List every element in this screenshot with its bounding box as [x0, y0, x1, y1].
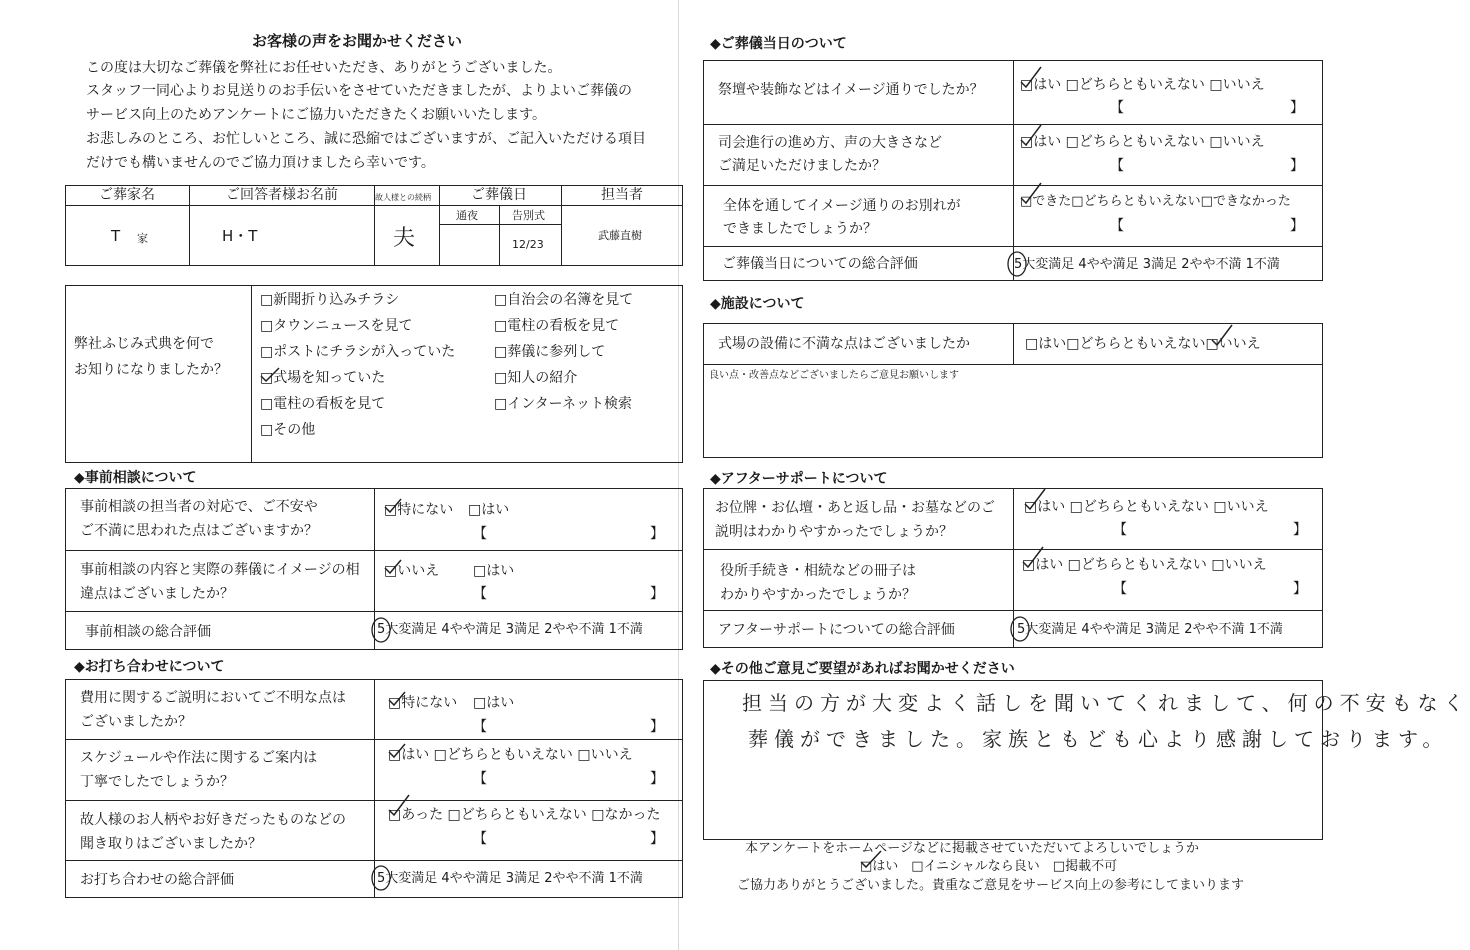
meeting-q1-line2: ございましたか？	[80, 714, 192, 730]
meeting-q2-line1: スケジュールや作法に関するご案内は	[80, 750, 318, 766]
after-a2-options[interactable]: □はい □どちらともいえない □いいえ	[1022, 557, 1267, 573]
checkmark-icon	[1021, 546, 1045, 572]
bracket-close: 】	[1290, 158, 1304, 174]
bracket-open: 【	[1110, 100, 1124, 116]
consult-q1-line1: 事前相談の担当者の対応で、ご不安や	[80, 499, 318, 515]
bracket-open: 【	[1110, 218, 1124, 234]
checkmark-icon	[1210, 324, 1234, 350]
meeting-rating-label: お打ち合わせの総合評価	[80, 872, 234, 888]
checkmark-icon	[859, 850, 883, 872]
bracket-open: 【	[473, 586, 487, 602]
intro-line-5: だけでも構いませんのでご協力頂けましたら幸いです。	[86, 155, 435, 171]
after-rating-scale[interactable]: 5大変満足 4やや満足 3満足 2やや不満 1不満	[1017, 622, 1283, 637]
source-question-2: お知りになりましたか？	[74, 362, 228, 378]
family-suffix: 家	[137, 232, 148, 245]
info-table	[65, 185, 683, 266]
bracket-open: 【	[473, 719, 487, 735]
meeting-a2-options[interactable]: □はい □どちらともいえない □いいえ	[388, 747, 633, 763]
day-q2-line1: 司会進行の進め方、声の大きさなど	[718, 135, 942, 151]
checkmark-icon	[1019, 182, 1043, 208]
source-option[interactable]: □式場を知っていた	[260, 370, 386, 386]
circle-mark-icon	[369, 863, 395, 893]
after-q2-line2: わかりやすかったでしょうか？	[720, 587, 916, 603]
after-q1-line1: お位牌・お仏壇・あと返し品・お墓などのご	[715, 500, 995, 516]
day-heading: ◆ご葬儀当日のついて	[710, 36, 847, 52]
source-option[interactable]: □電柱の看板を見て	[260, 396, 386, 412]
day-a1-options[interactable]: □はい □どちらともいえない □いいえ	[1020, 77, 1265, 93]
handwritten-comment-line-2: 葬儀ができました。家族ともども心より感謝しております。	[748, 727, 1449, 751]
checkmark-icon	[387, 691, 407, 709]
day-q3-line1: 全体を通してイメージ通りのお別れが	[723, 198, 961, 214]
circle-mark-icon	[1005, 249, 1031, 279]
bracket-close: 】	[1293, 581, 1307, 597]
relation-value: 夫	[393, 226, 422, 251]
checkmark-icon	[387, 794, 411, 820]
after-q2-line1: 役所手続き・相続などの冊子は	[720, 563, 916, 579]
facility-q1: 式場の設備に不満な点はございましたか	[718, 336, 970, 352]
consult-rating-label: 事前相談の総合評価	[85, 624, 211, 640]
source-option[interactable]: □葬儀に参列して	[494, 344, 606, 360]
family-name-value: T	[111, 227, 121, 245]
thanks-message: ご協力ありがとうございました。貴重なご意見をサービス向上の参考にしてまいります	[737, 878, 1245, 893]
source-option[interactable]: □インターネット検索	[494, 396, 632, 412]
header-family-name: ご葬家名	[99, 187, 155, 203]
after-rating-label: アフターサポートについての総合評価	[718, 622, 955, 638]
checkmark-icon	[1019, 124, 1043, 150]
header-relation: 故人様との続柄	[375, 193, 431, 202]
source-option[interactable]: □知人の紹介	[494, 370, 578, 386]
bracket-close: 】	[650, 586, 664, 602]
after-q1-line2: 説明はわかりやすかったでしょうか？	[715, 524, 953, 540]
header-respondent: ご回答者様お名前	[226, 187, 338, 203]
header-staff: 担当者	[601, 187, 643, 203]
source-question-1: 弊社ふじみ式典を何で	[74, 336, 214, 352]
checkmark-icon	[1019, 66, 1043, 92]
bracket-open: 【	[473, 831, 487, 847]
meeting-a1-option[interactable]: □特にない	[388, 695, 458, 711]
meeting-q1-line1: 費用に関するご説明においてご不明な点は	[80, 690, 346, 706]
survey-title: お客様の声をお聞かせください	[252, 32, 463, 50]
bracket-close: 】	[650, 771, 664, 787]
intro-line-1: この度は大切なご葬儀を弊社にお任せいただき、ありがとうございました。	[86, 60, 562, 76]
consult-a2-option[interactable]: □はい	[473, 563, 515, 579]
day-q3-line2: できましたでしょうか？	[723, 221, 877, 237]
consult-a2-option[interactable]: □いいえ	[384, 563, 440, 579]
intro-line-4: お悲しみのところ、お忙しいところ、誠に恐縮ではございますが、ご記入いただける項目	[86, 131, 646, 147]
header-wake: 通夜	[456, 209, 478, 222]
meeting-q2-line2: 丁寧でしたでしょうか？	[80, 774, 234, 790]
day-q1: 祭壇や装飾などはイメージ通りでしたか？	[718, 82, 984, 98]
consult-q2-line2: 違点はございましたか？	[80, 586, 234, 602]
checkmark-icon	[387, 743, 407, 761]
publish-question: 本アンケートをホームページなどに掲載させていただいてよろしいでしょうか	[745, 841, 1199, 856]
facility-a1-options[interactable]: □はい□どちらともいえない□いいえ	[1025, 336, 1261, 352]
bracket-close: 】	[1290, 218, 1304, 234]
source-option[interactable]: □自治会の名簿を見て	[494, 292, 634, 308]
meeting-q3-line1: 故人様のお人柄やお好きだったものなどの	[80, 812, 346, 828]
day-a2-options[interactable]: □はい □どちらともいえない □いいえ	[1020, 134, 1265, 150]
checkmark-icon	[1023, 488, 1047, 514]
meeting-q3-line2: 聞き取りはございましたか？	[80, 836, 262, 852]
bracket-open: 【	[1113, 522, 1127, 538]
bracket-close: 】	[1290, 100, 1304, 116]
intro-line-2: スタッフ一同心よりお見送りのお手伝いをさせていただきましたが、よりよいご葬儀の	[86, 83, 632, 99]
source-option[interactable]: □電柱の看板を見て	[494, 318, 620, 334]
checkmark-icon	[259, 367, 281, 385]
circle-mark-icon	[1008, 614, 1034, 644]
checkmark-icon	[383, 559, 403, 577]
intro-line-3: サービス向上のためアンケートにご協力いただきたくお願いいたします。	[86, 107, 547, 123]
source-option[interactable]: □ポストにチラシが入っていた	[260, 344, 456, 360]
bracket-open: 【	[1110, 158, 1124, 174]
header-funeral-date: ご葬儀日	[471, 187, 527, 203]
day-q2-line2: ご満足いただけましたか？	[718, 158, 886, 174]
bracket-open: 【	[473, 526, 487, 542]
source-option[interactable]: □その他	[260, 422, 316, 438]
funeral-date-value: 12/23	[512, 238, 544, 251]
facility-heading: ◆施設について	[710, 296, 805, 312]
consult-a1-option[interactable]: □特にない	[384, 502, 454, 518]
meeting-a1-option[interactable]: □はい	[473, 695, 515, 711]
consult-q2-line1: 事前相談の内容と実際の葬儀にイメージの相	[80, 562, 360, 578]
meeting-rating-scale[interactable]: 5大変満足 4やや満足 3満足 2やや不満 1不満	[377, 871, 643, 886]
staff-value: 武藤直樹	[598, 229, 642, 242]
consult-rating-scale[interactable]: 5大変満足 4やや満足 3満足 2やや不満 1不満	[377, 622, 643, 637]
bracket-open: 【	[1113, 581, 1127, 597]
facility-note-label: 良い点・改善点などございましたらご意見お願いします	[709, 370, 959, 381]
day-a3-options[interactable]: □できた□どちらともいえない□できなかった	[1020, 194, 1291, 209]
header-funeral: 告別式	[512, 209, 545, 222]
other-heading: ◆その他ご意見ご要望があればお聞かせください	[710, 661, 1015, 677]
consult-a1-option[interactable]: □はい	[468, 502, 510, 518]
meeting-heading: ◆お打ち合わせについて	[74, 659, 225, 675]
respondent-value: H・T	[222, 227, 258, 245]
source-option[interactable]: □タウンニュースを見て	[260, 318, 413, 334]
day-rating-label: ご葬儀当日についての総合評価	[722, 256, 918, 272]
consult-heading: ◆事前相談について	[74, 470, 197, 486]
day-rating-scale[interactable]: 5大変満足 4やや満足 3満足 2やや不満 1不満	[1014, 257, 1280, 272]
after-heading: ◆アフターサポートについて	[710, 471, 888, 487]
after-a1-options[interactable]: □はい □どちらともいえない □いいえ	[1024, 499, 1269, 515]
bracket-close: 】	[1293, 522, 1307, 538]
bracket-close: 】	[650, 831, 664, 847]
checkmark-icon	[383, 498, 403, 516]
circle-mark-icon	[369, 615, 395, 645]
bracket-open: 【	[473, 771, 487, 787]
consult-q1-line2: ご不満に思われた点はございますか？	[80, 523, 318, 539]
source-option[interactable]: □新聞折り込みチラシ	[260, 292, 400, 308]
publish-options[interactable]: □はい □イニシャルなら良い □掲載不可	[860, 859, 1118, 874]
handwritten-comment-line-1: 担当の方が大変よく話しを聞いてくれまして、何の不安もなく	[742, 691, 1470, 715]
bracket-close: 】	[650, 719, 664, 735]
meeting-a3-options[interactable]: □あった □どちらともいえない □なかった	[388, 807, 661, 823]
bracket-close: 】	[650, 526, 664, 542]
